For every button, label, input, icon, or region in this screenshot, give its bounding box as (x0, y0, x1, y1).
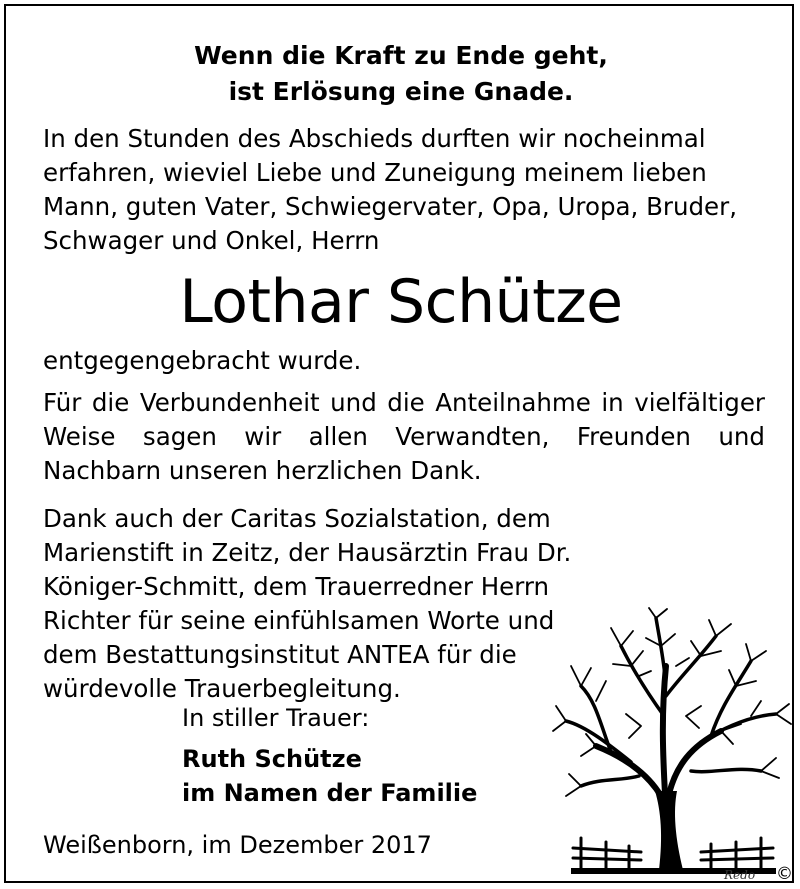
signature-names (182, 742, 477, 810)
signature-name-1: Ruth Schütze (182, 745, 362, 773)
tree-silhouette-icon (551, 606, 796, 886)
intro-paragraph: In den Stunden des Abschieds durften wir nocheinmal erfahren, wieviel Liebe und Zuneigung meinem lieben Mann, guten Vater, Schwiegervater, Opa, Uropa, Bruder, Schwager und Onkel, Herrn (43, 124, 737, 255)
signature-name-2: im Namen der Familie (182, 779, 478, 807)
motto-line-1: Wenn die Kraft zu Ende geht, (194, 41, 608, 70)
obituary-notice (4, 4, 794, 883)
after-name-text: entgegengebracht wurde. (43, 346, 362, 375)
motto (6, 38, 796, 110)
motto-line-2: ist Erlösung eine Gnade. (228, 77, 574, 106)
thanks-also-text: Dank auch der Caritas Sozialstation, dem Marienstift in Zeitz, der Hausärztin Frau Dr. Königer-Schmitt, dem Trauerredner Herrn Richter für seine einfühlsamen Worte und dem Bestattungsinstitut ANTEA für die würdevolle Trauerbegleitung. (43, 504, 572, 703)
thanks-paragraph: Für die Verbundenheit und die Anteilnahme in vielfältiger Weise sagen wir allen Verwandten, Freunden und Nachbarn unseren herzlichen Dank. (43, 388, 765, 485)
copyright-symbol: © (776, 864, 793, 884)
place-date: Weißenborn, im Dezember 2017 (43, 831, 432, 859)
signature-label: In stiller Trauer: (182, 704, 370, 732)
thanks-also-paragraph (43, 502, 603, 706)
image-credit: Redo (724, 868, 756, 882)
deceased-name: Lothar Schütze (179, 267, 623, 337)
